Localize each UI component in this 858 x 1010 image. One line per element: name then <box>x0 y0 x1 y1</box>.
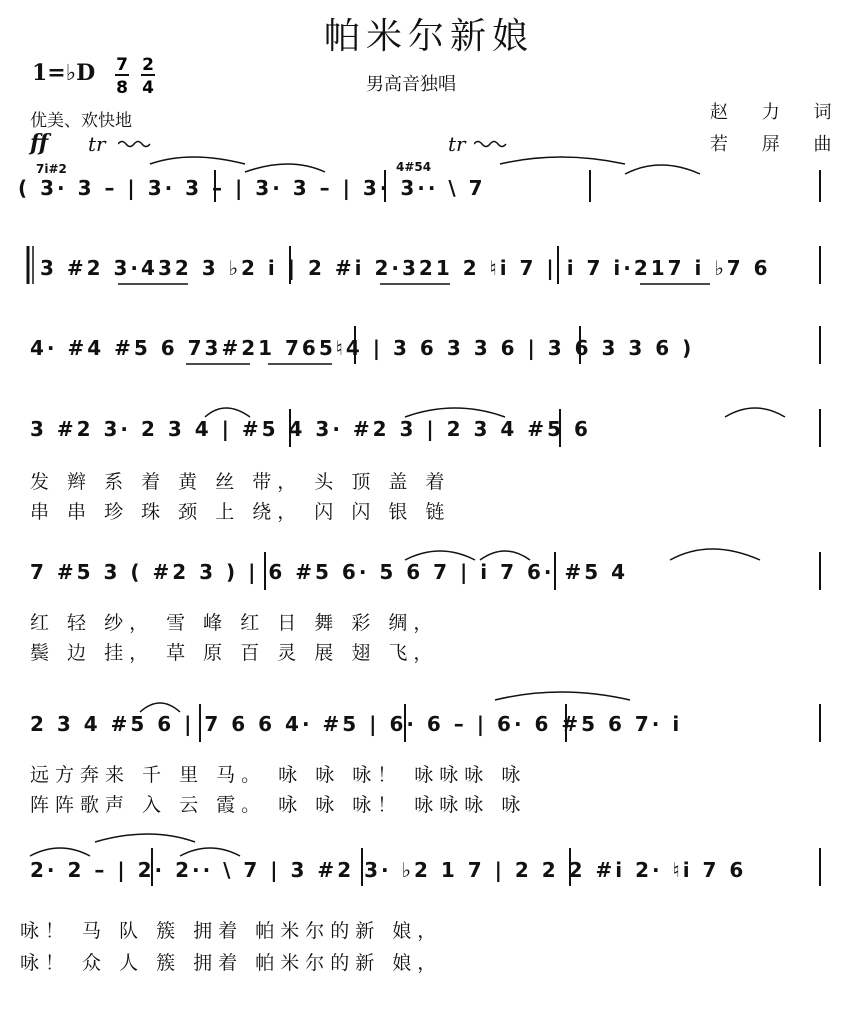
score-row-7 <box>0 830 858 980</box>
time-sig-2-den: 4 <box>142 78 154 98</box>
lyrics-verse-2: 串 串 珍 珠 颈 上 绕， 闪 闪 银 链 <box>30 501 451 523</box>
lyrics-verse-1: 远方奔来 千 里 马。 咏 咏 咏！ 咏咏咏 咏 <box>30 764 527 786</box>
tempo-marking: 优美、欢快地 <box>30 111 132 131</box>
notation-line: 2· 2 – | 2· 2·· \ 7 | 3 #2 3· ♭2 1 7 | 2 2 2 #i 2· ♮i 7 6 <box>30 858 747 882</box>
notation-line: 4· #4 #5 6 73#21 765♮4 | 3 6 3 3 6 | 3 6 3 3 6 ) <box>30 336 695 360</box>
grace-notes-1: 7i#2 <box>36 162 67 176</box>
score-row-6 <box>0 690 858 820</box>
lyrics-verse-1: 红 轻 纱， 雪 峰 红 日 舞 彩 绸， <box>30 612 439 634</box>
performance-note: 男高音独唱 <box>366 74 456 95</box>
time-sig-1-den: 8 <box>116 78 128 98</box>
lyrics-verse-2: 鬓 边 挂， 草 原 百 灵 展 翅 飞， <box>30 642 439 664</box>
dynamic-marking: ff <box>30 130 49 156</box>
page-title: 帕米尔新娘 <box>323 16 534 57</box>
score-row-2 <box>0 230 858 300</box>
time-sig-1-num: 7 <box>116 55 128 75</box>
score-row-4 <box>0 395 858 525</box>
notation-line: 3 #2 3·432 3 ♭2 i | 2 #i 2·321 2 ♮i 7 | i 7 i·217 i ♭7 6 <box>40 256 771 280</box>
score-row-1 <box>0 150 858 220</box>
trill-marking-1: tr <box>88 132 106 156</box>
score-row-5 <box>0 538 858 668</box>
notation-line: 3 #2 3· 2 3 4 | #5 4 3· #2 3 | 2 3 4 #5 6 <box>30 417 591 441</box>
grace-notes-2: 4#54 <box>396 160 432 174</box>
trill-wave-1 <box>118 138 158 150</box>
lyricist-credit: 赵 力 词 <box>710 102 846 123</box>
trill-marking-2: tr <box>448 132 466 156</box>
notation-line: ( 3· 3 – | 3· 3 – | 3· 3 – | 3· 3·· \ 7 <box>18 176 486 200</box>
key-signature: 1=♭D <box>32 60 96 86</box>
notation-line: 2 3 4 #5 6 | 7 6 6 4· #5 | 6· 6 – | 6· 6 #5 6 7· i <box>30 712 683 736</box>
notation-line: 7 #5 3 ( #2 3 ) | 6 #5 6· 5 6 7 | i 7 6· #5 4 <box>30 560 629 584</box>
lyrics-verse-2: 阵阵歌声 入 云 霞。 咏 咏 咏！ 咏咏咏 咏 <box>30 794 527 816</box>
lyrics-verse-1: 咏！ 马 队 簇 拥着 帕米尔的新 娘， <box>20 920 443 942</box>
lyrics-verse-2: 咏！ 众 人 簇 拥着 帕米尔的新 娘， <box>20 952 443 974</box>
time-sig-2-num: 2 <box>142 55 154 75</box>
lyrics-verse-1: 发 辫 系 着 黄 丝 带， 头 顶 盖 着 <box>30 471 451 493</box>
score-row-3 <box>0 310 858 380</box>
trill-wave-2 <box>474 138 514 150</box>
time-signatures <box>112 50 162 100</box>
composer-credit: 若 屏 曲 <box>710 134 846 155</box>
